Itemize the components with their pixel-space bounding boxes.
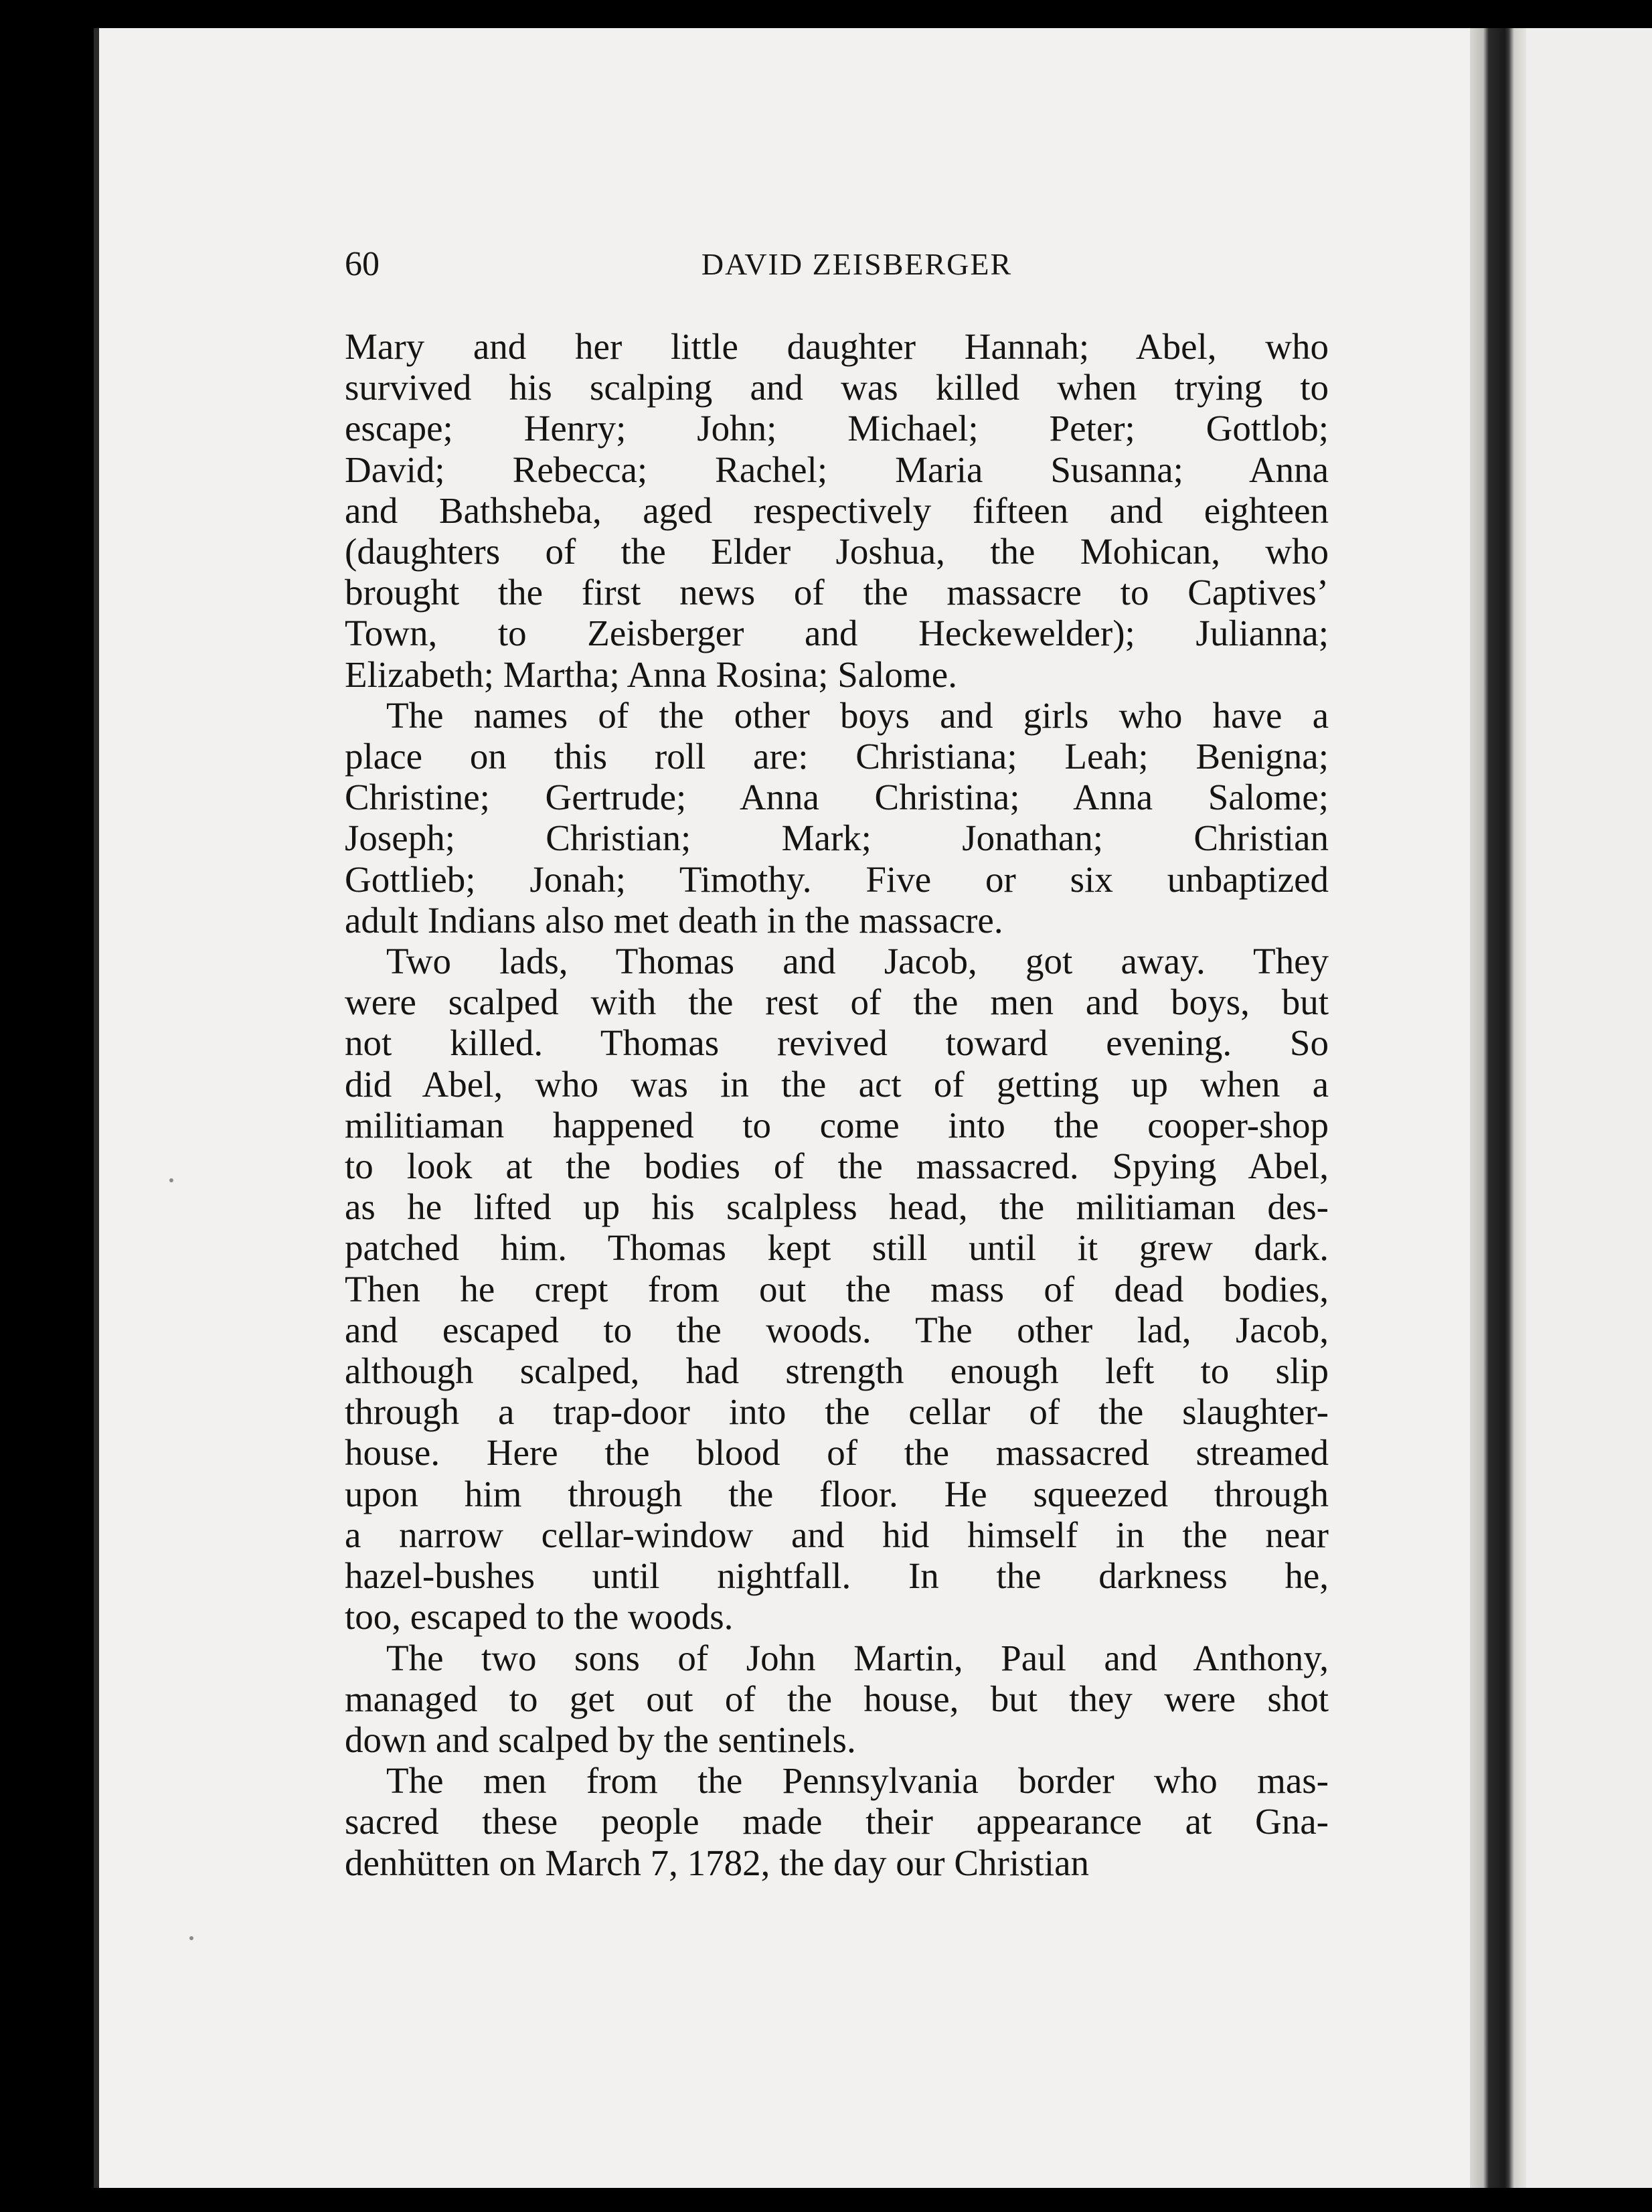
facing-page-edge [1526,28,1652,2188]
text-line: did Abel, who was in the act of getting up when a [345,1063,1329,1105]
text-line: as he lifted up his scalpless head, the militiaman des- [345,1186,1329,1228]
body-text [345,326,1329,1883]
text-line: and Bathsheba, aged respectively fifteen and eighteen [345,489,1329,531]
text-line: adult Indians also met death in the massacre. [345,899,1003,941]
text-line: upon him through the floor. He squeezed through [345,1473,1329,1514]
text-line: house. Here the blood of the massacred streamed [345,1432,1329,1474]
text-line: Two lads, Thomas and Jacob, got away. They [386,941,1329,982]
text-line: brought the first news of the massacre to Captives’ [345,572,1329,613]
text-line: (daughters of the Elder Joshua, the Mohican, who [345,531,1329,572]
page-number: 60 [345,245,380,283]
text-line: and escaped to the woods. The other lad, Jacob, [345,1309,1329,1350]
text-line: although scalped, had strength enough left to slip [345,1350,1329,1392]
text-line: Town, to Zeisberger and Heckewelder); Julianna; [345,613,1329,654]
book-gutter [1470,28,1526,2188]
text-line: David; Rebecca; Rachel; Maria Susanna; Anna [345,449,1329,490]
text-line: place on this roll are: Christiana; Leah; Benigna; [345,736,1329,777]
text-line: a narrow cellar-window and hid himself in the near [345,1514,1329,1555]
paragraph [345,941,1329,1637]
text-line: The names of the other boys and girls who have a [386,694,1329,736]
paragraph [345,1638,1329,1761]
text-line: sacred these people made their appearance at Gna- [345,1801,1329,1842]
text-line: not killed. Thomas revived toward evening. So [345,1022,1329,1064]
text-line: The men from the Pennsylvania border who mas- [386,1760,1329,1802]
page-header [345,238,1329,291]
scan-speck [169,1178,173,1182]
text-line: patched him. Thomas kept still until it grew dark. [345,1227,1329,1269]
text-line: were scalped with the rest of the men and boys, but [345,981,1329,1023]
text-line: to look at the bodies of the massacred. Spying Abel, [345,1146,1329,1187]
paragraph [345,326,1329,695]
text-line: escape; Henry; John; Michael; Peter; Gottlob; [345,408,1329,449]
text-line: Joseph; Christian; Mark; Jonathan; Christian [345,817,1329,859]
text-line: denhütten on March 7, 1782, the day our Christian [345,1842,1090,1883]
scan-speck [189,1936,193,1940]
text-line: down and scalped by the sentinels. [345,1719,856,1760]
text-line: Then he crept from out the mass of dead bodies, [345,1268,1329,1310]
text-line: hazel-bushes until nightfall. In the darkness he, [345,1555,1329,1597]
text-line: survived his scalping and was killed when trying to [345,367,1329,408]
text-line: too, escaped to the woods. [345,1596,734,1638]
text-line: through a trap-door into the cellar of the slaughter- [345,1391,1329,1433]
text-line: The two sons of John Martin, Paul and Anthony, [386,1637,1329,1678]
text-line: militiaman happened to come into the cooper-shop [345,1104,1329,1146]
text-line: managed to get out of the house, but they were shot [345,1678,1329,1719]
text-line: Christine; Gertrude; Anna Christina; Anna Salome; [345,777,1329,818]
paragraph [345,695,1329,941]
text-line: Elizabeth; Martha; Anna Rosina; Salome. [345,653,957,695]
paragraph [345,1760,1329,1883]
running-head: DAVID ZEISBERGER [701,247,1013,281]
text-line: Mary and her little daughter Hannah; Abel, who [345,326,1329,367]
text-line: Gottlieb; Jonah; Timothy. Five or six unbaptized [345,858,1329,900]
